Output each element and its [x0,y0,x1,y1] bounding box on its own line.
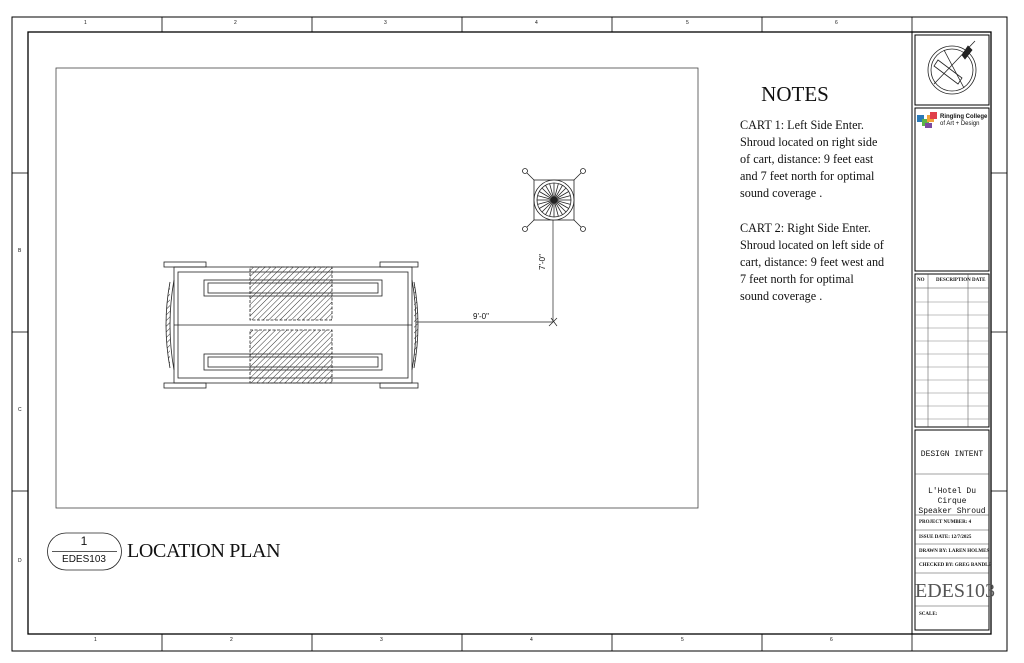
design-intent-label: DESIGN INTENT [920,450,984,459]
college-logo-mark [917,112,937,128]
sheet-number: EDES103 [915,580,995,602]
grid-col-4-top: 4 [535,20,538,26]
college-logo-line-1: Ringling College [940,114,988,120]
rev-header-date: DATE [972,278,986,283]
rev-header-no: NO [917,278,925,283]
project-number: PROJECT NUMBER: 4 [919,520,972,525]
dimension-vertical-label: 7'-0" [538,254,547,270]
notes-title: NOTES [761,82,829,106]
grid-row-d: D [18,558,22,564]
note-cart-1: CART 1: Left Side Enter. Shroud located on right side of cart, distance: 9 feet east and 7 feet north for optimal sound coverage . [740,118,878,200]
drawing-number: 1 [80,534,88,548]
college-logo-line-2: of Art + Design [940,121,980,127]
speaker-shroud [523,169,586,232]
project-name-line-1: L'Hotel Du Cirque [927,487,976,506]
grid-col-2-top: 2 [234,20,237,26]
grid-col-6-top: 6 [835,20,838,26]
grid-col-4-bottom: 4 [530,637,533,643]
viewport-frame [56,68,698,508]
grid-row-b: B [18,248,22,254]
drawn-by: DRAWN BY: LAREN HOLMES [919,549,990,554]
revision-table [915,274,989,427]
project-name [913,487,991,517]
checked-by: CHECKED BY: GREG BANDLE [919,563,992,568]
revision-rows [915,302,989,419]
note-cart-2: CART 2: Right Side Enter. Shroud located on left side of cart, distance: 9 feet west and 7 feet north for optimal sound coverage . [740,221,885,303]
drawing-sheet-ref: EDES103 [62,554,106,565]
dimension-lines [416,205,557,326]
grid-col-5-bottom: 5 [681,637,684,643]
college-logo-text [940,114,987,128]
dimension-horizontal-label: 9'-0" [473,312,489,321]
rev-header-description: DESCRIPTION [936,278,971,283]
logo-emblem [928,41,976,94]
scale-label: SCALE: [919,612,938,617]
issue-date: ISSUE DATE: 12/7/2025 [919,535,972,540]
grid-col-1-bottom: 1 [94,637,97,643]
grid-row-c: C [18,407,22,413]
grid-col-5-top: 5 [686,20,689,26]
grid-col-3-bottom: 3 [380,637,383,643]
grid-col-1-top: 1 [84,20,87,26]
grid-col-6-bottom: 6 [830,637,833,643]
project-name-line-2: Speaker Shroud [918,507,986,516]
grid-col-2-bottom: 2 [230,637,233,643]
plan-title: LOCATION PLAN [127,540,281,562]
grid-col-3-top: 3 [384,20,387,26]
cart-plan [164,262,418,388]
